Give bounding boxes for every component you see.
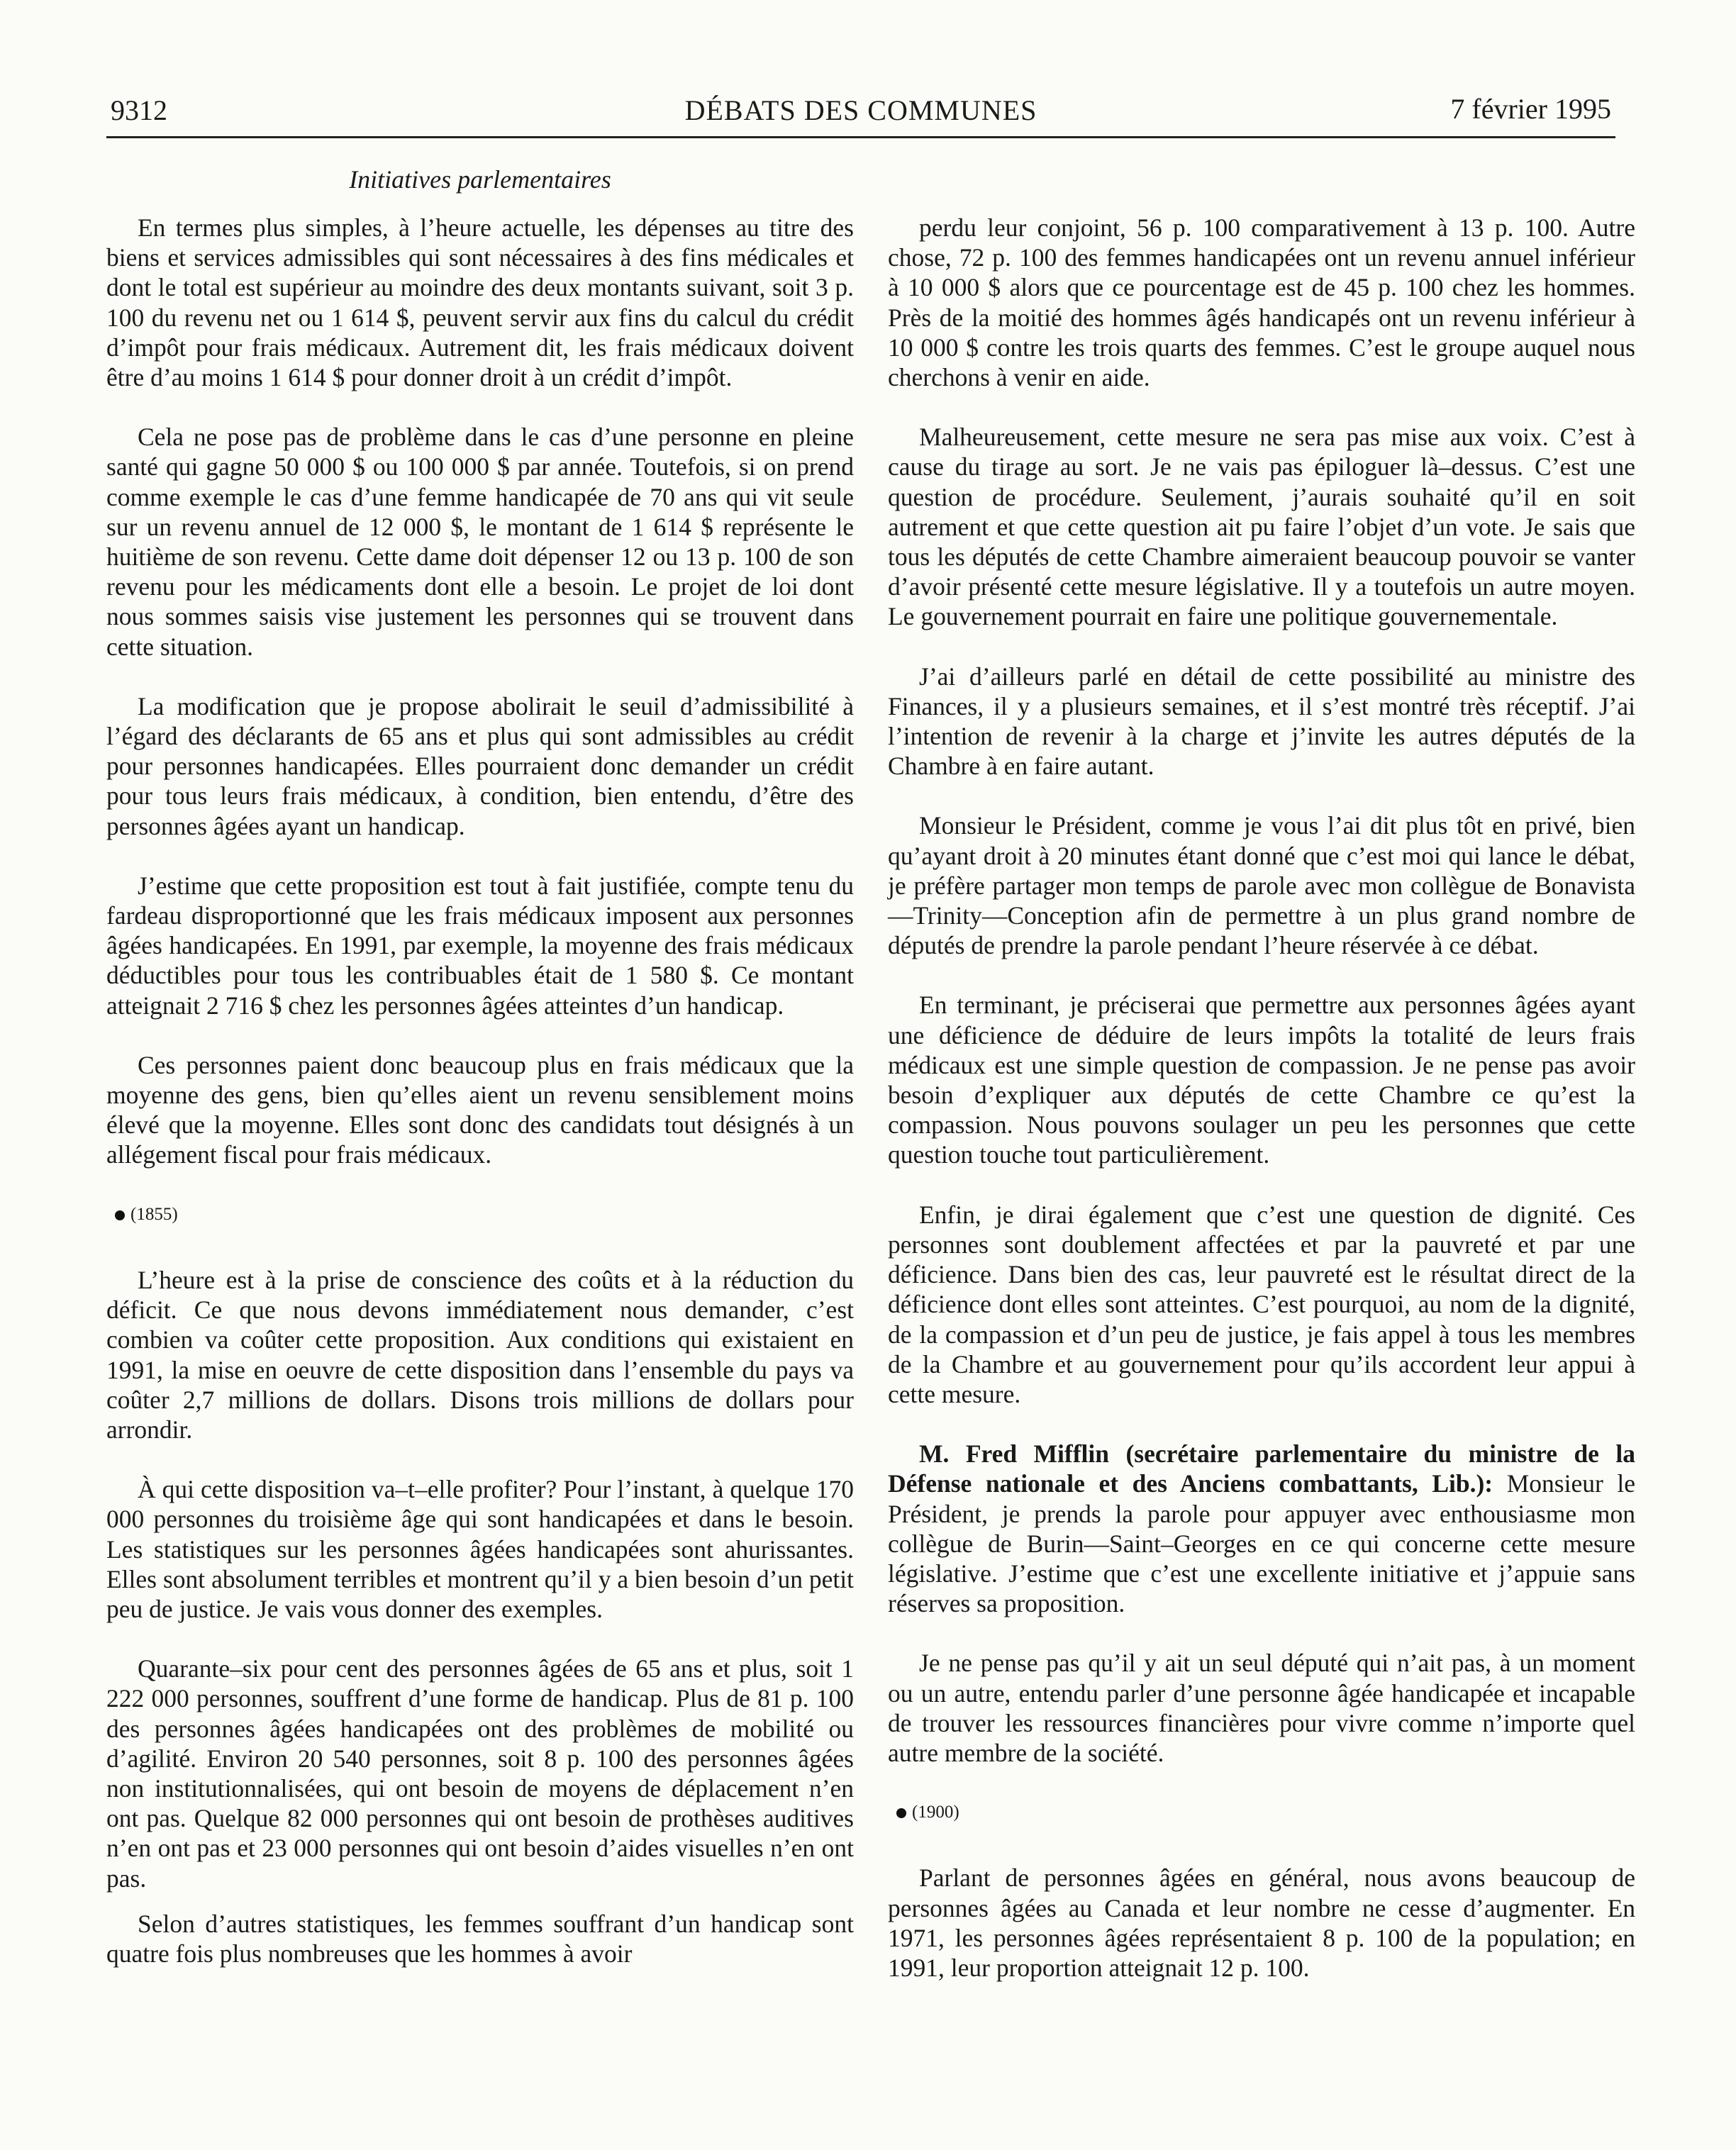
right-column [888, 213, 1635, 2012]
left-column [106, 213, 854, 1998]
paragraph: Monsieur le Président, comme je vous l’ai dit plus tôt en privé, bien qu’ayant droit à 20 minutes étant donné que c’est moi qui lance le débat, je préfère partager mon temps de parole avec mon collègue de Bonavista—Trinity—Conception afin de permettre à un plus grand nombre de députés de prendre la parole pendant l’heure réservée à ce débat. [888, 811, 1635, 960]
paragraph: À qui cette disposition va–t–elle profiter? Pour l’instant, à quelque 170 000 personnes du troisième âge qui sont handicapées et dans le besoin. Les statistiques sur les personnes âgées handicapées sont ahurissantes. Elles sont absolument terribles et montrent qu’il y a bien besoin d’un petit peu de justice. Je vais vous donner des exemples. [106, 1475, 854, 1623]
speaker-text: Monsieur le Président, je prends la parole pour appuyer avec enthousiasme mon collègue de Burin—Saint–Georges en ce qui concerne cette mesure législative. J’estime que c’est une excellente initiative et j’appuie sans réserves sa proposition. [888, 1469, 1635, 1618]
paragraph: Je ne pense pas qu’il y ait un seul député qui n’ait pas, à un moment ou un autre, entendu parler d’une personne âgée handicapée et incapable de trouver les ressources financières pour vivre comme n’importe quel autre membre de la société. [888, 1649, 1635, 1767]
paragraph: perdu leur conjoint, 56 p. 100 comparativement à 13 p. 100. Autre chose, 72 p. 100 des femmes handicapées ont un revenu annuel inférieur à 10 000 $ alors que ce pourcentage est de 45 p. 100 chez les hommes. Près de la moitié des hommes âgés handicapés ont un revenu inférieur à 10 000 $ contre les trois quarts des femmes. C’est le groupe auquel nous cherchons à venir en aide. [888, 213, 1635, 392]
bullet-icon [115, 1210, 125, 1220]
paragraph: J’ai d’ailleurs parlé en détail de cette possibilité au ministre des Finances, il y a plusieurs semaines, et il s’est montré très réceptif. J’ai l’intention de revenir à la charge et j’invite les autres députés de la Chambre à en faire autant. [888, 662, 1635, 781]
paragraph: Ces personnes paient donc beaucoup plus en frais médicaux que la moyenne des gens, bien qu’elles aient un revenu sensiblement moins élevé que la moyenne. Elles sont donc des candidats tout désignés à un allégement fiscal pour frais médicaux. [106, 1050, 854, 1169]
paragraph: La modification que je propose abolirait le seuil d’admissibilité à l’égard des déclarants de 65 ans et plus qui sont admissibles au crédit pour personnes handicapées. Elles pourraient donc demander un crédit pour tous leurs frais médicaux, à condition, bien entendu, d’être des personnes âgées ayant un handicap. [106, 691, 854, 840]
time-marker [896, 1798, 1635, 1827]
page-number: 9312 [111, 94, 167, 126]
publication-title: DÉBATS DES COMMUNES [684, 94, 1037, 126]
paragraph: Selon d’autres statistiques, les femmes souffrant d’un handicap sont quatre fois plus nombreuses que les hommes à avoir [106, 1909, 854, 1968]
speaker-paragraph [888, 1439, 1635, 1618]
paragraph: Malheureusement, cette mesure ne sera pas mise aux voix. C’est à cause du tirage au sort. Je ne vais pas épiloguer là–dessus. C’est une question de procédure. Seulement, j’aurais souhaité qu’il en soit autrement et que cette question ait pu faire l’objet d’un vote. Je sais que tous les députés de cette Chambre aimeraient beaucoup pouvoir se vanter d’avoir présenté cette mesure législative. Il y a toutefois un autre moyen. Le gouvernement pourrait en faire une politique gouvernementale. [888, 423, 1635, 631]
page-header [106, 87, 1615, 138]
paragraph: Cela ne pose pas de problème dans le cas d’une personne en pleine santé qui gagne 50 000 $ ou 100 000 $ par année. Toutefois, si on prend comme exemple le cas d’une femme handicapée de 70 ans qui vit seule sur un revenu annuel de 12 000 $, le montant de 1 614 $ représente le huitième de son revenu. Cette dame doit dépenser 12 ou 13 p. 100 de son revenu pour les médicaments dont elle a besoin. Le projet de loi dont nous sommes saisis vise justement les personnes qui se trouvent dans cette situation. [106, 423, 854, 661]
paragraph: En terminant, je préciserai que permettre aux personnes âgées ayant une déficience de déduire de leurs impôts la totalité de leurs frais médicaux est une simple question de compassion. Je ne pense pas avoir besoin d’expliquer aux députés de cette Chambre ce qu’est la compassion. Nous pouvons soulager un peu les personnes que cette question touche tout particulièrement. [888, 991, 1635, 1169]
paragraph: Quarante–six pour cent des personnes âgées de 65 ans et plus, soit 1 222 000 personnes, souffrent d’une forme de handicap. Plus de 81 p. 100 des personnes âgées handicapées ont des problèmes de mobilité ou d’agilité. Environ 20 540 personnes, soit 8 p. 100 des personnes âgées non institutionnalisées, qui ont besoin de moyens de déplacement n’en ont pas. Quelque 82 000 personnes qui ont besoin de prothèses auditives n’en ont pas et 23 000 personnes qui ont besoin d’aides visuelles n’en ont pas. [106, 1654, 854, 1893]
time-marker-label: (1900) [912, 1803, 959, 1822]
bullet-icon [896, 1808, 906, 1818]
publication-date: 7 février 1995 [1450, 93, 1611, 125]
section-title: Initiatives parlementaires [349, 165, 611, 194]
paragraph: J’estime que cette proposition est tout à fait justifiée, compte tenu du fardeau disproportionné que les frais médicaux imposent aux personnes âgées handicapées. En 1991, par exemple, la moyenne des frais médicaux déductibles pour tous les contribuables était de 1 580 $. Ce montant atteignait 2 716 $ chez les personnes âgées atteintes d’un handicap. [106, 871, 854, 1020]
paragraph: L’heure est à la prise de conscience des coûts et à la réduction du déficit. Ce que nous devons immédiatement nous demander, c’est combien va coûter cette proposition. Aux conditions qui existaient en 1991, la mise en oeuvre de cette disposition dans l’ensemble du pays va coûter 2,7 millions de dollars. Disons trois millions de dollars pour arrondir. [106, 1265, 854, 1444]
time-marker-label: (1855) [130, 1204, 178, 1224]
paragraph: Parlant de personnes âgées en général, nous avons beaucoup de personnes âgées au Canada et leur nombre ne cesse d’augmenter. En 1971, les personnes âgées représentaient 8 p. 100 de la population; en 1991, leur proportion atteignait 12 p. 100. [888, 1864, 1635, 1982]
paragraph: En termes plus simples, à l’heure actuelle, les dépenses au titre des biens et services admissibles qui sont nécessaires à des fins médicales et dont le total est supérieur au moindre des deux montants suivant, soit 3 p. 100 du revenu net ou 1 614 $, peuvent servir aux fins du calcul du crédit d’impôt pour frais médicaux. Autrement dit, les frais médicaux doivent être d’au moins 1 614 $ pour donner droit à un crédit d’impôt. [106, 213, 854, 392]
speaker-name: M. Fred Mifflin (secrétaire parlementaire du ministre de la Défense nationale et des Anciens combattants, Lib.): [888, 1439, 1635, 1498]
time-marker [115, 1200, 854, 1230]
paragraph: Enfin, je dirai également que c’est une question de dignité. Ces personnes sont doublement affectées et par la pauvreté et par une déficience. Dans bien des cas, leur pauvreté est le résultat direct de la déficience dont elles sont atteintes. C’est pourquoi, au nom de la dignité, de la compassion et d’un peu de justice, je fais appel à tous les membres de la Chambre et au gouvernement pour qu’ils accordent leur appui à cette mesure. [888, 1200, 1635, 1408]
